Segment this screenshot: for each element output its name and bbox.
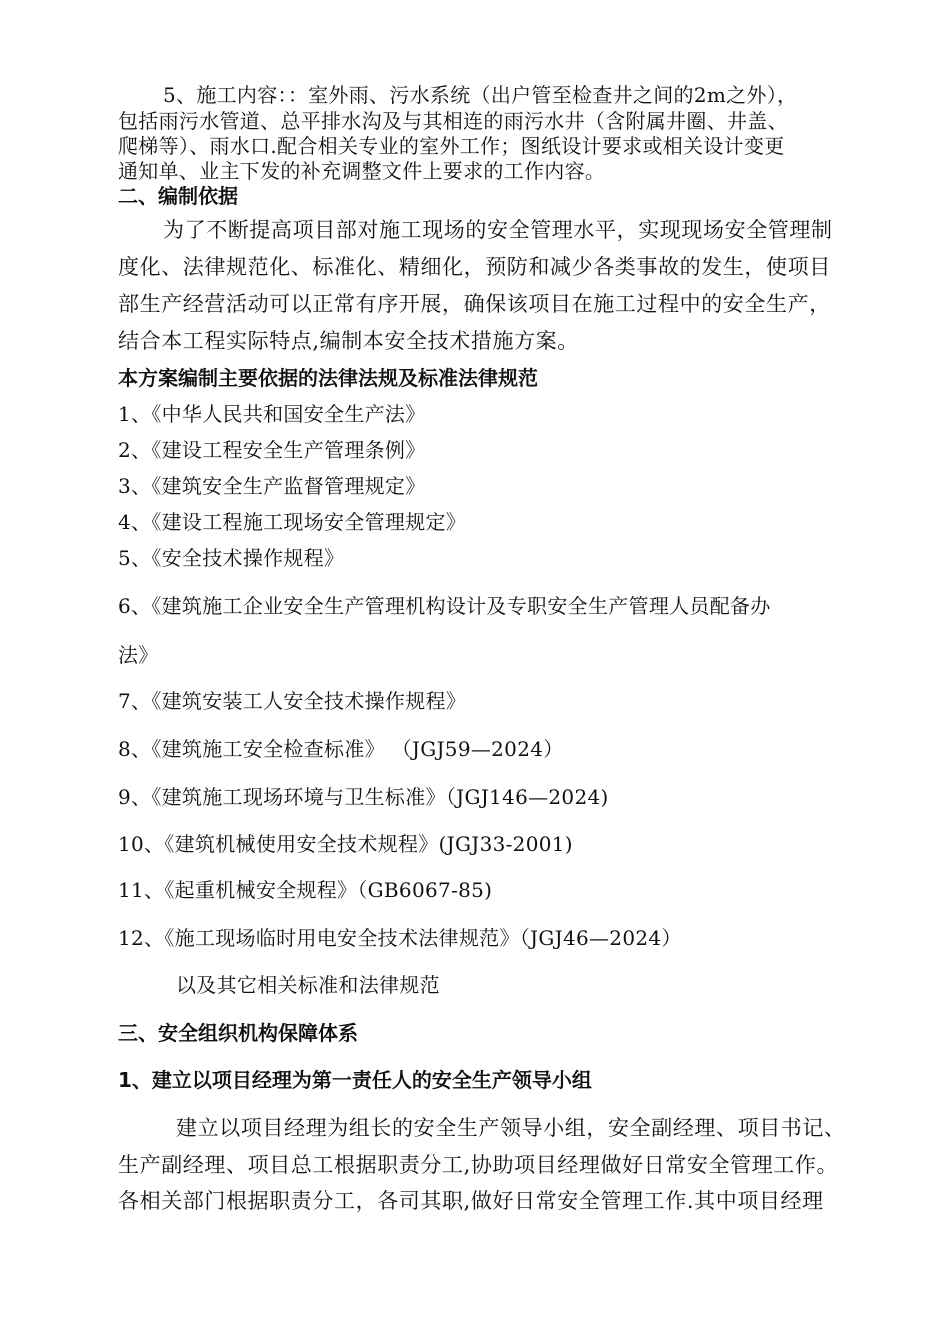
regulation-item-2: 2、《建设工程安全生产管理条例》 bbox=[118, 438, 426, 462]
regulation-item-4: 4、《建设工程施工现场安全管理规定》 bbox=[118, 510, 467, 534]
regulation-item-5: 5、《安全技术操作规程》 bbox=[118, 546, 345, 570]
scope-line-2: 包括雨污水管道、总平排水沟及与其相连的雨污水井（含附属井圈、井盖、 bbox=[118, 109, 788, 133]
regulation-item-6-continued: 法》 bbox=[118, 643, 159, 667]
regulation-item-1: 1、《中华人民共和国安全生产法》 bbox=[118, 402, 426, 426]
leadership-paragraph-line-1: 建立以项目经理为组长的安全生产领导小组，安全副经理、项目书记、 bbox=[176, 1116, 846, 1140]
scope-line-4: 通知单、业主下发的补充调整文件上要求的工作内容。 bbox=[118, 159, 606, 183]
regulation-item-9: 9、《建筑施工现场环境与卫生标准》（JGJ146—2024) bbox=[118, 785, 609, 809]
section-heading-safety-organization: 三、安全组织机构保障体系 bbox=[118, 1021, 358, 1045]
scope-line-1: 5、施工内容：：室外雨、污水系统（出户管至检查井之间的2m之外）， bbox=[163, 83, 798, 107]
regulation-item-11: 11、《起重机械安全规程》（GB6067-85) bbox=[118, 878, 493, 902]
section-heading-basis: 二、编制依据 bbox=[118, 184, 238, 208]
regulation-item-10: 10、《建筑机械使用安全技术规程》(JGJ33-2001) bbox=[118, 832, 573, 856]
leadership-paragraph-line-2: 生产副经理、项目总工根据职责分工,协助项目经理做好日常安全管理工作。 bbox=[118, 1153, 839, 1177]
regulation-item-12: 12、《施工现场临时用电安全技术法律规范》（JGJ46—2024） bbox=[118, 926, 682, 950]
leadership-group-subheading: 1、建立以项目经理为第一责任人的安全生产领导小组 bbox=[118, 1068, 592, 1092]
leadership-paragraph-line-3: 各相关部门根据职责分工，各司其职,做好日常安全管理工作.其中项目经理 bbox=[118, 1189, 824, 1213]
basis-paragraph-line-4: 结合本工程实际特点,编制本安全技术措施方案。 bbox=[118, 329, 579, 353]
regulation-item-6: 6、《建筑施工企业安全生产管理机构设计及专职安全生产管理人员配备办 bbox=[118, 594, 771, 618]
regulation-item-8: 8、《建筑施工安全检查标准》 （JGJ59—2024） bbox=[118, 737, 564, 761]
basis-paragraph-line-1: 为了不断提高项目部对施工现场的安全管理水平，实现现场安全管理制 bbox=[163, 218, 833, 242]
basis-paragraph-line-3: 部生产经营活动可以正常有序开展，确保该项目在施工过程中的安全生产， bbox=[118, 292, 831, 316]
regulation-item-7: 7、《建筑安装工人安全技术操作规程》 bbox=[118, 689, 467, 713]
scope-line-3: 爬梯等）、雨水口.配合相关专业的室外工作；图纸设计要求或相关设计变更 bbox=[118, 134, 785, 158]
regulations-closing: 以及其它相关标准和法律规范 bbox=[176, 973, 440, 997]
regulations-subheading: 本方案编制主要依据的法律法规及标准法律规范 bbox=[118, 366, 538, 390]
basis-paragraph-line-2: 度化、法律规范化、标准化、精细化，预防和减少各类事故的发生，使项目 bbox=[118, 255, 831, 279]
regulation-item-3: 3、《建筑安全生产监督管理规定》 bbox=[118, 474, 426, 498]
